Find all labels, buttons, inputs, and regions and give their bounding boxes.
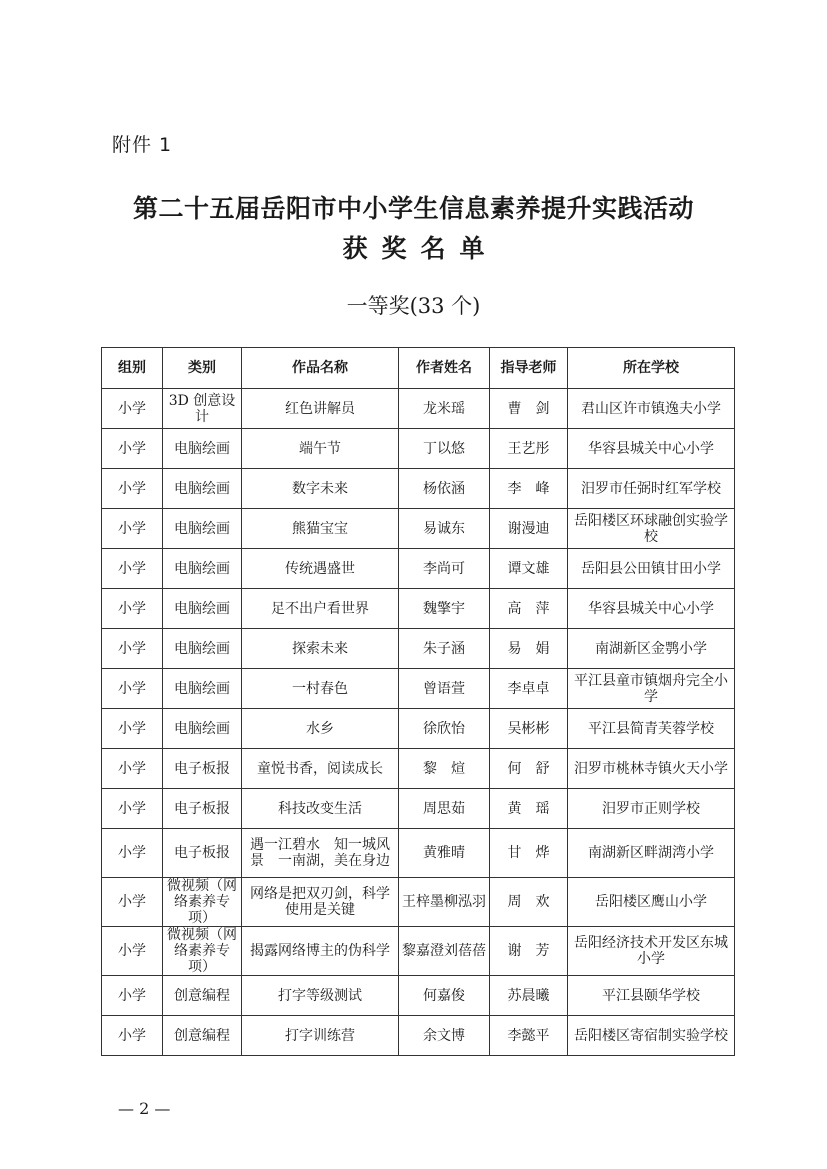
table-row	[102, 927, 735, 976]
cell-category: 电子板报	[163, 789, 242, 829]
cell-group: 小学	[102, 927, 163, 976]
table-row	[102, 589, 735, 629]
column-header-group: 组别	[102, 348, 163, 389]
cell-author: 黎嘉澄刘蓓蓓	[399, 927, 490, 976]
cell-teacher: 苏晨曦	[490, 976, 568, 1016]
column-header-school: 所在学校	[568, 348, 735, 389]
cell-author: 徐欣怡	[399, 709, 490, 749]
cell-school: 岳阳县公田镇甘田小学	[568, 549, 735, 589]
cell-group: 小学	[102, 389, 163, 429]
cell-group: 小学	[102, 749, 163, 789]
cell-author: 何嘉俊	[399, 976, 490, 1016]
cell-author: 丁以悠	[399, 429, 490, 469]
cell-group: 小学	[102, 509, 163, 549]
cell-school: 岳阳楼区环球融创实验学校	[568, 509, 735, 549]
cell-author: 余文博	[399, 1016, 490, 1056]
cell-school: 岳阳楼区鹰山小学	[568, 878, 735, 927]
column-header-category: 类别	[163, 348, 242, 389]
cell-teacher: 黄 瑶	[490, 789, 568, 829]
cell-category: 电脑绘画	[163, 709, 242, 749]
table-row	[102, 469, 735, 509]
table-row	[102, 789, 735, 829]
cell-teacher: 周 欢	[490, 878, 568, 927]
cell-group: 小学	[102, 429, 163, 469]
cell-work-title: 足不出户看世界	[242, 589, 399, 629]
table-row	[102, 669, 735, 709]
cell-category: 电脑绘画	[163, 629, 242, 669]
cell-author: 杨依涵	[399, 469, 490, 509]
cell-category: 电脑绘画	[163, 469, 242, 509]
cell-work-title: 一村春色	[242, 669, 399, 709]
cell-teacher: 易 娟	[490, 629, 568, 669]
table-row	[102, 878, 735, 927]
cell-author: 魏擎宇	[399, 589, 490, 629]
cell-category: 电脑绘画	[163, 549, 242, 589]
cell-school: 南湖新区金鹗小学	[568, 629, 735, 669]
cell-work-title: 数字未来	[242, 469, 399, 509]
awards-table	[101, 347, 735, 1056]
cell-work-title: 科技改变生活	[242, 789, 399, 829]
cell-author: 朱子涵	[399, 629, 490, 669]
table-row	[102, 749, 735, 789]
cell-work-title: 打字训练营	[242, 1016, 399, 1056]
cell-category: 创意编程	[163, 1016, 242, 1056]
cell-school: 岳阳楼区寄宿制实验学校	[568, 1016, 735, 1056]
column-header-work-title: 作品名称	[242, 348, 399, 389]
table-row	[102, 429, 735, 469]
table-row	[102, 829, 735, 878]
table-row	[102, 509, 735, 549]
cell-group: 小学	[102, 1016, 163, 1056]
column-header-author: 作者姓名	[399, 348, 490, 389]
cell-school: 岳阳经济技术开发区东城小学	[568, 927, 735, 976]
cell-work-title: 熊猫宝宝	[242, 509, 399, 549]
cell-group: 小学	[102, 976, 163, 1016]
table-row	[102, 549, 735, 589]
cell-group: 小学	[102, 589, 163, 629]
table-body	[102, 389, 735, 1056]
cell-work-title: 水乡	[242, 709, 399, 749]
cell-author: 龙米瑶	[399, 389, 490, 429]
page-number: — 2 —	[118, 1099, 171, 1118]
cell-group: 小学	[102, 709, 163, 749]
cell-teacher: 李懿平	[490, 1016, 568, 1056]
cell-category: 电脑绘画	[163, 589, 242, 629]
attachment-label: 附件 1	[112, 134, 173, 156]
table-header-row	[102, 348, 735, 389]
cell-school: 平江县颐华学校	[568, 976, 735, 1016]
table-row	[102, 629, 735, 669]
cell-teacher: 吴彬彬	[490, 709, 568, 749]
cell-teacher: 高 萍	[490, 589, 568, 629]
cell-teacher: 李 峰	[490, 469, 568, 509]
cell-category: 3D 创意设计	[163, 389, 242, 429]
cell-author: 黎 煊	[399, 749, 490, 789]
cell-author: 易诚东	[399, 509, 490, 549]
cell-work-title: 揭露网络博主的伪科学	[242, 927, 399, 976]
cell-work-title: 打字等级测试	[242, 976, 399, 1016]
cell-group: 小学	[102, 469, 163, 509]
cell-group: 小学	[102, 549, 163, 589]
cell-school: 汨罗市正则学校	[568, 789, 735, 829]
cell-category: 电脑绘画	[163, 429, 242, 469]
table-row	[102, 1016, 735, 1056]
award-level-heading: 一等奖(33 个)	[346, 294, 481, 318]
cell-category: 微视频（网络素养专项）	[163, 927, 242, 976]
cell-work-title: 传统遇盛世	[242, 549, 399, 589]
cell-work-title: 网络是把双刃剑，科学使用是关键	[242, 878, 399, 927]
cell-school: 华容县城关中心小学	[568, 429, 735, 469]
cell-teacher: 甘 烨	[490, 829, 568, 878]
column-header-teacher: 指导老师	[490, 348, 568, 389]
cell-category: 微视频（网络素养专项）	[163, 878, 242, 927]
cell-work-title: 童悦书香，阅读成长	[242, 749, 399, 789]
cell-category: 创意编程	[163, 976, 242, 1016]
cell-group: 小学	[102, 629, 163, 669]
cell-teacher: 谢 芳	[490, 927, 568, 976]
cell-school: 南湖新区畔湖湾小学	[568, 829, 735, 878]
document-title: 第二十五届岳阳市中小学生信息素养提升实践活动	[132, 194, 694, 223]
cell-teacher: 李卓卓	[490, 669, 568, 709]
cell-author: 黄雅晴	[399, 829, 490, 878]
cell-teacher: 何 舒	[490, 749, 568, 789]
cell-work-title: 遇一江碧水 知一城风景 一南湖，美在身边	[242, 829, 399, 878]
cell-work-title: 探索未来	[242, 629, 399, 669]
cell-school: 华容县城关中心小学	[568, 589, 735, 629]
table-row	[102, 709, 735, 749]
cell-group: 小学	[102, 829, 163, 878]
cell-school: 汨罗市任弼时红军学校	[568, 469, 735, 509]
cell-author: 王梓墨柳泓羽	[399, 878, 490, 927]
cell-teacher: 谭文雄	[490, 549, 568, 589]
cell-school: 平江县童市镇烟舟完全小学	[568, 669, 735, 709]
cell-category: 电子板报	[163, 829, 242, 878]
cell-work-title: 红色讲解员	[242, 389, 399, 429]
cell-group: 小学	[102, 789, 163, 829]
cell-group: 小学	[102, 669, 163, 709]
cell-school: 汨罗市桃林寺镇火天小学	[568, 749, 735, 789]
cell-school: 君山区许市镇逸夫小学	[568, 389, 735, 429]
cell-work-title: 端午节	[242, 429, 399, 469]
cell-school: 平江县简青芙蓉学校	[568, 709, 735, 749]
cell-category: 电脑绘画	[163, 669, 242, 709]
document-subtitle: 获奖名单	[342, 234, 499, 263]
cell-author: 周思茹	[399, 789, 490, 829]
cell-group: 小学	[102, 878, 163, 927]
cell-teacher: 王艺彤	[490, 429, 568, 469]
cell-category: 电脑绘画	[163, 509, 242, 549]
table-row	[102, 389, 735, 429]
table-row	[102, 976, 735, 1016]
cell-category: 电子板报	[163, 749, 242, 789]
cell-author: 李尚可	[399, 549, 490, 589]
cell-teacher: 谢漫迪	[490, 509, 568, 549]
cell-author: 曾语萱	[399, 669, 490, 709]
cell-teacher: 曹 剑	[490, 389, 568, 429]
